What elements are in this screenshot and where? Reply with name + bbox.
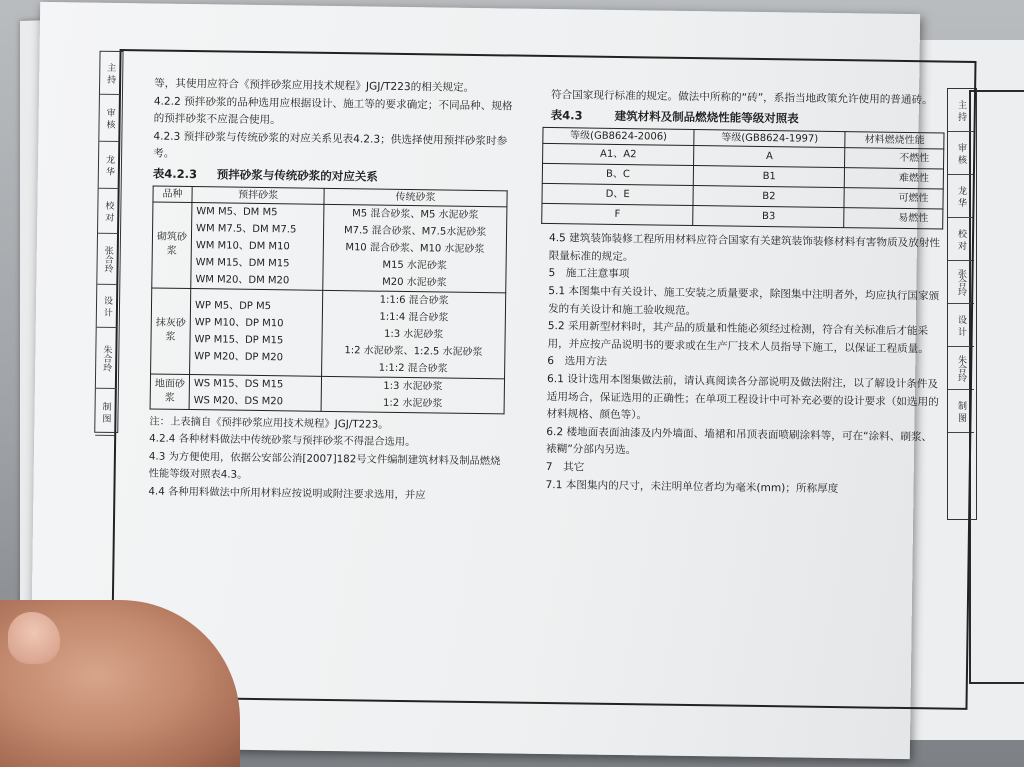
title-block-cell: 张合玲 — [948, 261, 974, 304]
paragraph: 6.1 设计选用本图集做法前，请认真阅读各分部说明及做法附注，以了解设计条件及适用场合，保证选用的正确性；在单项工程设计中可补充必要的设计要求（如选用的材料规格、颜色等）。 — [546, 372, 939, 422]
traditional-item: M5 混合砂浆、M5 水泥砂浆 — [352, 207, 479, 221]
traditional-item: 1:3 水泥砂浆 — [383, 328, 444, 341]
premix-cell — [190, 288, 323, 376]
paragraph: 7 其它 — [545, 460, 585, 474]
table-cell: B1 — [693, 166, 844, 188]
premix-item: WS M20、DS M20 — [193, 394, 284, 407]
traditional-item: M7.5 混合砂浆、M7.5水泥砂浆 — [343, 224, 487, 238]
table-row — [151, 288, 506, 379]
left-intro-paragraphs — [153, 75, 514, 168]
table-cell: B3 — [693, 206, 844, 228]
category-cell: 地面砂浆 — [150, 374, 189, 410]
premix-item: WP M10、DP M10 — [194, 317, 284, 330]
paragraph: 4.4 各种用料做法中所用材料应按说明或附注要求选用，并应 — [148, 485, 426, 502]
title-block-cell: 设 计 — [948, 304, 974, 347]
title-block-cell: 主 持 — [948, 89, 974, 132]
title-block-cell: 设 计 — [97, 285, 118, 328]
paragraph: 4.5 建筑装饰装修工程所用材料应符合国家有关建筑装饰装修材料有害物质及放射性限量标准的规定。 — [548, 232, 941, 263]
paragraph: 4.2.2 预拌砂浆的品种选用应根据设计、施工等的要求确定；不同品种、规格的预拌砂浆不应混合使用。 — [153, 95, 513, 127]
paragraph: 注：上表摘自《预拌砂浆应用技术规程》JGJ/T223。 — [149, 415, 389, 431]
paragraph: 5.1 本图集中有关设计、施工安装之质量要求，除图集中注明者外，均应执行国家颁发的有关设计和施工验收规范。 — [547, 284, 940, 317]
premix-item: WM M20、DM M20 — [195, 273, 290, 286]
table-cell: A — [694, 146, 845, 168]
table-header-cell: 等级(GB8624-2006) — [543, 128, 694, 146]
left-notes — [148, 413, 509, 506]
premix-item: WM M15、DM M15 — [195, 256, 290, 269]
traditional-item: 1:3 水泥砂浆 — [383, 380, 443, 393]
table-cell: 不燃性 — [845, 148, 944, 169]
table-row — [150, 374, 504, 414]
paragraph: 4.2.3 预拌砂浆与传统砂浆的对应关系见表4.2.3；供选择使用预拌砂浆时参考。 — [153, 130, 508, 161]
traditional-item: M10 混合砂浆、M10 水泥砂浆 — [345, 241, 485, 255]
table-4-3-caption — [551, 107, 943, 130]
table-row — [542, 204, 943, 230]
paragraph: 4.3 为方便使用，依据公安部公消[2007]182号文件编制建筑材料及制品燃烧性能等级对照表4.3。 — [148, 450, 501, 482]
table-header-cell: 等级(GB8624-1997) — [694, 130, 845, 148]
premix-cell — [189, 374, 322, 411]
table-cell: A1、A2 — [543, 144, 694, 166]
category-cell: 砌筑砂浆 — [152, 202, 192, 289]
category-cell: 抹灰砂浆 — [151, 288, 191, 375]
traditional-item: 1:2 水泥砂浆 — [383, 397, 443, 410]
mortar-correspondence-table — [150, 185, 508, 414]
premix-cell — [191, 202, 324, 290]
table-cell: 难燃性 — [845, 168, 944, 189]
title-block-cell: 龙 华 — [948, 175, 974, 218]
title-block-cell: 龙 华 — [99, 142, 120, 189]
table-header-cell: 传统砂浆 — [324, 188, 507, 207]
caption-title: 建筑材料及制品燃烧性能等级对照表 — [614, 108, 799, 126]
traditional-item: 1:2 水泥砂浆、1:2.5 水泥砂浆 — [344, 344, 483, 358]
caption-title: 预拌砂浆与传统砂浆的对应关系 — [216, 167, 378, 184]
title-block-cell: 制 图 — [948, 390, 974, 433]
paragraph: 4.2.4 各种材料做法中传统砂浆与预拌砂浆不得混合选用。 — [149, 432, 416, 449]
premix-item: WP M20、DP M20 — [194, 351, 284, 364]
title-block-cell: 朱合玲 — [948, 347, 974, 390]
paragraph: 6 选用方法 — [547, 355, 608, 369]
premix-item: WM M10、DM M10 — [195, 239, 290, 252]
traditional-item: M20 水泥砂浆 — [382, 276, 447, 289]
table-cell: B、C — [542, 164, 693, 186]
premix-item: WP M15、DP M15 — [194, 334, 284, 347]
table-cell: 可燃性 — [844, 188, 943, 209]
table-header-cell: 品种 — [153, 186, 192, 203]
left-column — [148, 75, 514, 506]
table-header-cell: 材料燃烧性能 — [845, 132, 944, 149]
premix-item: WP M5、DP M5 — [194, 300, 272, 313]
table-cell: F — [542, 204, 693, 226]
right-page-frame — [969, 90, 1024, 684]
paragraph: 6.2 楼地面表面油漆及内外墙面、墙裙和吊顶表面喷刷涂料等，可在“涂料、刷浆、裱糊”分部内另选。 — [545, 425, 933, 457]
caption-number: 表4.3 — [550, 107, 583, 123]
traditional-item: 1:1:4 混合砂浆 — [379, 311, 449, 324]
traditional-cell — [322, 290, 506, 379]
title-block-cell: 张合玲 — [97, 234, 118, 285]
paragraph: 等，其使用应符合《预拌砂浆应用技术规程》JGJ/T223的相关规定。 — [154, 77, 475, 94]
premix-item: WM M5、DM M5 — [196, 205, 278, 218]
caption-number: 表4.2.3 — [152, 166, 198, 182]
traditional-item: 1:1:2 混合砂浆 — [378, 362, 448, 375]
title-block-cell: 朱合玲 — [96, 328, 117, 389]
title-block-cell: 制 图 — [95, 389, 116, 436]
premix-item: WM M7.5、DM M7.5 — [196, 222, 297, 236]
title-block-cell: 主 持 — [100, 52, 121, 95]
paragraph: 5.2 采用新型材料时，其产品的质量和性能必须经过检测，符合有关标准后才能采用，并应按产品说明书的要求或在生产厂技术人员指导下施工，以保证工程质量。 — [547, 320, 929, 356]
fire-rating-table — [541, 127, 944, 230]
table-cell: D、E — [542, 184, 693, 206]
table-row — [152, 202, 507, 293]
premix-item: WS M15、DS M15 — [193, 377, 284, 390]
traditional-item: 1:1:6 混合砂浆 — [379, 294, 449, 307]
title-block-cell: 校 对 — [948, 218, 974, 261]
table-4-2-3-caption — [153, 165, 513, 188]
paragraph: 7.1 本图集内的尺寸，未注明单位者均为毫米(mm)；所称厚度 — [545, 478, 839, 495]
right-column — [545, 87, 943, 500]
paragraph: 5 施工注意事项 — [548, 267, 630, 281]
title-block-cell: 审 核 — [948, 132, 974, 175]
title-block-cell: 校 对 — [98, 189, 119, 234]
table-cell: 易燃性 — [844, 208, 943, 229]
table-header-cell: 预拌砂浆 — [192, 186, 324, 204]
traditional-item: M15 水泥砂浆 — [382, 259, 447, 272]
traditional-cell — [321, 376, 504, 414]
traditional-cell — [323, 204, 507, 293]
right-paragraphs — [545, 230, 941, 499]
table-cell: B2 — [693, 186, 844, 208]
paragraph: 符合国家现行标准的规定。做法中所称的“砖”，系指当地政策允许使用的普通砖。 — [550, 89, 933, 107]
title-block-cell: 审 核 — [99, 95, 120, 142]
